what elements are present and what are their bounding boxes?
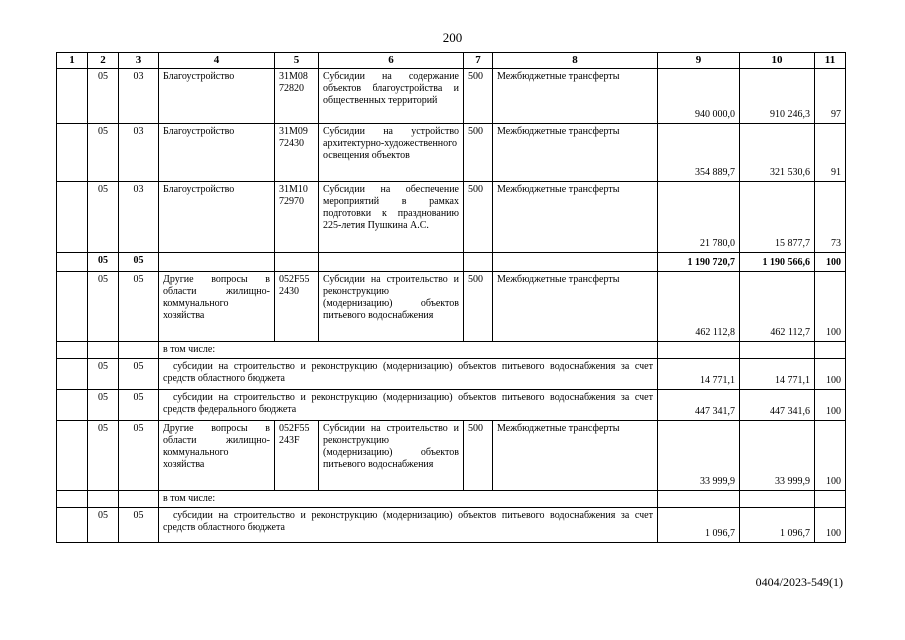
subsidy-text: субсидии на строительство и реконструкцию (модернизацию) объектов питьевого водоснабжения за счет средств областного бюджета [163,510,653,533]
header-cell: 9 [658,53,740,69]
section-code: 05 [88,124,119,182]
empty-cell [57,421,88,491]
section-name: Благоустройство [159,182,275,253]
actual-amount: 910 246,3 [740,69,815,124]
empty-cell [57,69,88,124]
table-row [57,359,846,390]
expense-name: Межбюджетные трансферты [493,272,658,342]
target-code: 31М10 72970 [275,182,319,253]
section-name: Благоустройство [159,69,275,124]
empty-cell [815,342,846,359]
actual-amount: 462 112,7 [740,272,815,342]
actual-amount: 447 341,6 [740,390,815,421]
actual-amount: 33 999,9 [740,421,815,491]
expense-name: Межбюджетные трансферты [493,421,658,491]
section-code: 05 [88,253,119,272]
execution-percent: 100 [815,253,846,272]
expense-code: 500 [464,272,493,342]
empty-cell [57,272,88,342]
subsection-code: 05 [119,272,159,342]
subsection-code: 03 [119,69,159,124]
actual-amount: 1 190 566,6 [740,253,815,272]
planned-amount: 462 112,8 [658,272,740,342]
target-code: 052F55 243F [275,421,319,491]
planned-amount: 21 780,0 [658,182,740,253]
section-code: 05 [88,69,119,124]
execution-percent: 100 [815,359,846,390]
actual-amount: 321 530,6 [740,124,815,182]
actual-amount: 14 771,1 [740,359,815,390]
table-row [57,390,846,421]
empty-cell [57,253,88,272]
empty-cell [57,342,88,359]
section-code: 05 [88,508,119,543]
table-row [57,272,846,342]
empty-cell [88,491,119,508]
section-code: 05 [88,359,119,390]
planned-amount: 33 999,9 [658,421,740,491]
target-name: Субсидии на строительство и реконструкцию (модернизацию) объектов питьевого водоснабжения [319,272,464,342]
page-number: 200 [442,30,463,45]
including-row [57,342,846,359]
header-cell: 3 [119,53,159,69]
empty-cell [57,390,88,421]
actual-amount: 1 096,7 [740,508,815,543]
target-code: 052F55 2430 [275,272,319,342]
empty-cell [159,253,275,272]
empty-cell [57,491,88,508]
planned-amount: 1 096,7 [658,508,740,543]
empty-cell [740,342,815,359]
empty-cell [57,508,88,543]
subsidy-text: субсидии на строительство и реконструкцию (модернизацию) объектов питьевого водоснабжения за счет средств областного бюджета [163,361,653,384]
header-cell: 6 [319,53,464,69]
expense-code: 500 [464,69,493,124]
subsidy-text: субсидии на строительство и реконструкцию (модернизацию) объектов питьевого водоснабжения за счет средств федерального бюджета [163,392,653,415]
expense-name: Межбюджетные трансферты [493,124,658,182]
section-code: 05 [88,421,119,491]
planned-amount: 940 000,0 [658,69,740,124]
expense-code: 500 [464,421,493,491]
planned-amount: 354 889,7 [658,124,740,182]
empty-cell [493,253,658,272]
empty-cell [740,491,815,508]
target-code: 31М08 72820 [275,69,319,124]
empty-cell [88,342,119,359]
including-label: в том числе: [159,491,658,508]
planned-amount: 1 190 720,7 [658,253,740,272]
header-cell: 7 [464,53,493,69]
empty-cell [119,342,159,359]
planned-amount: 14 771,1 [658,359,740,390]
header-row [57,53,846,69]
target-name: Субсидии на устройство архитектурно-художественного освещения объектов [319,124,464,182]
subsection-code: 05 [119,508,159,543]
subsection-code: 05 [119,359,159,390]
header-cell: 4 [159,53,275,69]
table-row [57,182,846,253]
section-code: 05 [88,182,119,253]
target-name: Субсидии на содержание объектов благоустройства и общественных территорий [319,69,464,124]
table-row [57,508,846,543]
target-name: Субсидии на обеспечение мероприятий в рамках подготовки к празднованию 225-летия Пушкина А.С. [319,182,464,253]
expense-name: Межбюджетные трансферты [493,182,658,253]
section-name: Благоустройство [159,124,275,182]
empty-cell [815,491,846,508]
empty-cell [57,182,88,253]
expense-name: Межбюджетные трансферты [493,69,658,124]
including-row [57,491,846,508]
section-code: 05 [88,390,119,421]
section-name: Другие вопросы в области жилищно-коммунального хозяйства [159,272,275,342]
subsidy-description [159,359,658,390]
execution-percent: 73 [815,182,846,253]
subsection-code: 03 [119,182,159,253]
empty-cell [319,253,464,272]
subsection-code: 03 [119,124,159,182]
header-cell: 11 [815,53,846,69]
execution-percent: 100 [815,508,846,543]
header-cell: 5 [275,53,319,69]
subtotal-row [57,253,846,272]
execution-percent: 100 [815,272,846,342]
document-code: 0404/2023-549(1) [755,575,843,589]
subsection-code: 05 [119,390,159,421]
target-name: Субсидии на строительство и реконструкцию (модернизацию) объектов питьевого водоснабжения [319,421,464,491]
table-row [57,124,846,182]
empty-cell [658,491,740,508]
subsidy-description [159,508,658,543]
planned-amount: 447 341,7 [658,390,740,421]
execution-percent: 100 [815,390,846,421]
subsidy-description [159,390,658,421]
header-cell: 1 [57,53,88,69]
empty-cell [119,491,159,508]
empty-cell [464,253,493,272]
header-cell: 8 [493,53,658,69]
expense-code: 500 [464,124,493,182]
target-code: 31М09 72430 [275,124,319,182]
execution-percent: 91 [815,124,846,182]
execution-percent: 100 [815,421,846,491]
including-label: в том числе: [159,342,658,359]
subsection-code: 05 [119,421,159,491]
header-cell: 2 [88,53,119,69]
section-code: 05 [88,272,119,342]
execution-percent: 97 [815,69,846,124]
table-row [57,69,846,124]
empty-cell [57,359,88,390]
table-row [57,421,846,491]
subsection-code: 05 [119,253,159,272]
expense-code: 500 [464,182,493,253]
empty-cell [658,342,740,359]
section-name: Другие вопросы в области жилищно-коммунального хозяйства [159,421,275,491]
empty-cell [275,253,319,272]
actual-amount: 15 877,7 [740,182,815,253]
budget-table [56,52,846,543]
header-cell: 10 [740,53,815,69]
empty-cell [57,124,88,182]
